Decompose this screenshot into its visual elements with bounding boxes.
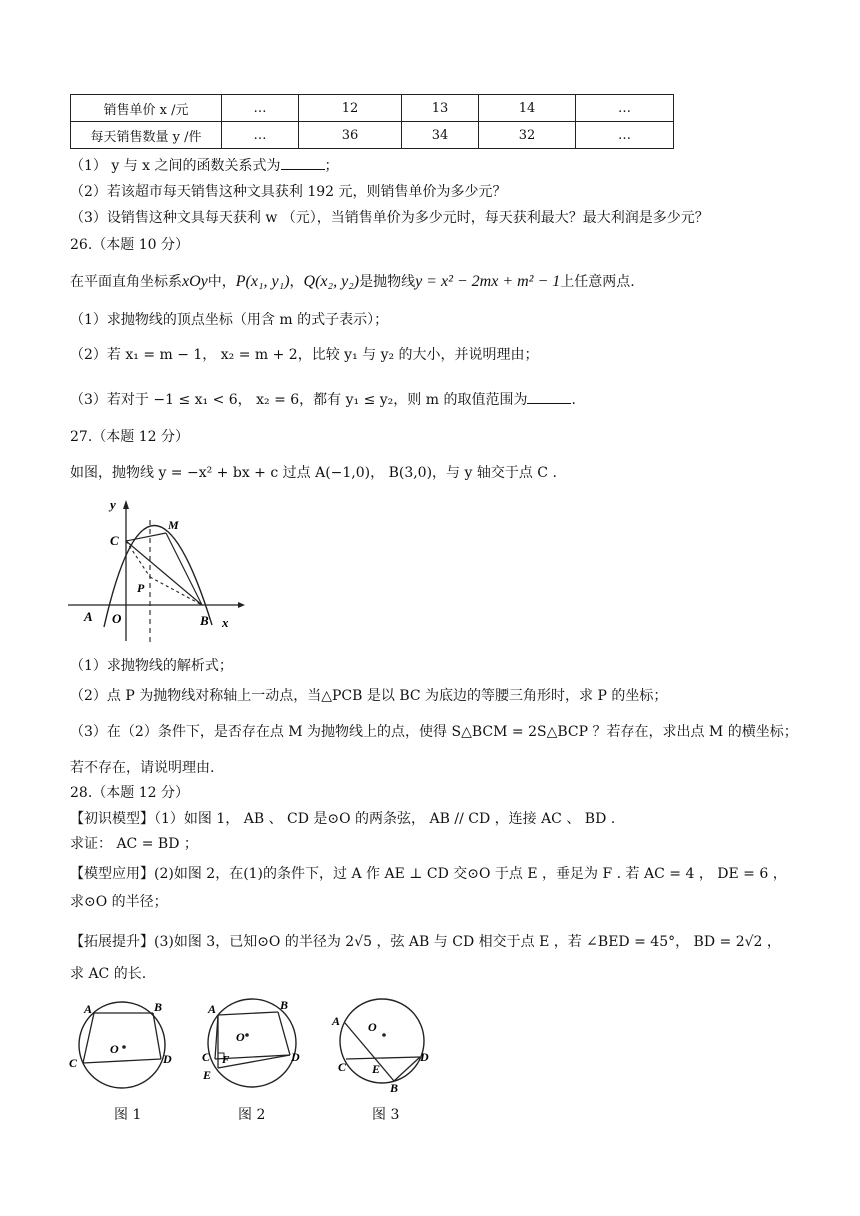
table-cell: 14	[479, 95, 576, 122]
chord-cd	[83, 1059, 161, 1063]
table-cell: 36	[299, 122, 402, 149]
q27-part2: （2）点 P 为抛物线对称轴上一动点，当△PCB 是以 BC 为底边的等腰三角形时，求 P 的坐标；	[70, 688, 668, 704]
table-cell: …	[222, 122, 299, 149]
label-m: M	[168, 518, 179, 532]
q26-intro-b: 中，	[207, 274, 236, 290]
label-a: A	[84, 609, 93, 624]
label-o: O	[110, 1042, 119, 1056]
table-cell: 32	[479, 122, 576, 149]
q28-part2-cont: 求⊙O 的半径；	[70, 894, 168, 910]
q25-part1	[70, 156, 339, 176]
label-b: B	[200, 613, 209, 628]
caption-figure-1: 图 1	[114, 1107, 142, 1123]
label-o: O	[368, 1020, 377, 1034]
circle-o	[208, 999, 296, 1087]
x-arrow-icon	[238, 602, 245, 608]
label-d: D	[420, 1050, 429, 1064]
segment-pb	[150, 577, 202, 605]
q27-header: 27.（本题 12 分）	[70, 429, 189, 445]
chord-cd	[346, 1057, 420, 1059]
label-x: x	[222, 615, 229, 630]
label-a: A	[332, 1014, 341, 1028]
figure-1	[66, 995, 186, 1095]
q28-part2: 【模型应用】(2)如图 2，在(1)的条件下，过 A 作 AE ⊥ CD 交⊙O 于点 E ，垂足为 F . 若 AC = 4 ， DE = 6 ，	[70, 866, 787, 882]
q26-header: 26.（本题 10 分）	[70, 237, 189, 253]
q25-part3: （3）设销售这种文具每天获利 w （元），当销售单价为多少元时，每天获利最大？最大利润是多少元？	[70, 210, 709, 226]
q26-parabola: y = x² − 2mx + m² − 1	[415, 273, 561, 290]
table-cell: 销售单价 x /元	[71, 95, 222, 122]
segment-ac	[83, 1013, 94, 1063]
table-row	[71, 95, 674, 122]
label-b: B	[154, 1000, 163, 1014]
table-cell: 34	[402, 122, 479, 149]
label-p: P	[137, 581, 145, 595]
q25-part1-text: （1） y 与 x 之间的函数关系式为	[70, 158, 281, 174]
caption-figure-2: 图 2	[238, 1107, 266, 1123]
segment-cb	[126, 541, 202, 605]
q28-part1: 【初识模型】（1）如图 1， AB 、 CD 是⊙O 的两条弦， AB // CD ，连接 AC 、 BD .	[70, 811, 616, 827]
q28-part1-prove: 求证： AC = BD ；	[70, 836, 198, 852]
label-f: F	[222, 1054, 230, 1066]
segment-cp	[126, 541, 150, 577]
q28-part3-cont: 求 AC 的长.	[70, 966, 147, 982]
table-cell: 13	[402, 95, 479, 122]
caption-figure-3: 图 3	[372, 1107, 400, 1123]
label-c: C	[110, 533, 119, 548]
q26-part3-end: .	[571, 392, 576, 408]
label-c: C	[69, 1056, 78, 1070]
label-e: E	[203, 1068, 212, 1082]
label-b: B	[390, 1081, 399, 1095]
q26-part1: （1）求抛物线的顶点坐标（用含 m 的式子表示）；	[70, 312, 389, 328]
q26-point-q: Q(x₂, y₂)	[303, 273, 360, 290]
sales-table	[70, 94, 674, 149]
q26-part3	[70, 390, 576, 410]
table-cell: …	[222, 95, 299, 122]
q26-intro-d: 上任意两点.	[560, 274, 635, 290]
label-d: D	[291, 1050, 300, 1064]
q28-part3: 【拓展提升】(3)如图 3，已知⊙O 的半径为 2√5 ，弦 AB 与 CD 相交于点 E ，若 ∠BED = 45°， BD = 2√2 ，	[70, 934, 781, 950]
table-cell: 12	[299, 95, 402, 122]
label-o: O	[236, 1030, 245, 1044]
label-c: C	[202, 1050, 211, 1064]
label-a: A	[208, 1002, 217, 1016]
q27-intro: 如图，抛物线 y = −x² + bx + c 过点 A(−1,0)， B(3,0)，与 y 轴交于点 C .	[70, 465, 557, 481]
center-dot	[122, 1045, 126, 1049]
table-cell: …	[576, 95, 674, 122]
q26-intro	[70, 272, 635, 292]
q28-header: 28.（本题 12 分）	[70, 785, 189, 801]
q26-part2: （2）若 x₁ = m − 1， x₂ = m + 2，比较 y₁ 与 y₂ 的大小，并说明理由；	[70, 347, 539, 363]
table-row	[71, 122, 674, 149]
segment-mb	[166, 533, 202, 605]
answer-blank	[527, 391, 571, 404]
q27-part1: （1）求抛物线的解析式；	[70, 658, 233, 674]
segment-bd	[394, 1057, 420, 1081]
q26-comma: ，	[289, 274, 304, 290]
center-dot	[382, 1033, 386, 1037]
q25-part2: （2）若该超市每天销售这种文具获利 192 元，则销售单价为多少元？	[70, 184, 507, 200]
chord-ab	[218, 1012, 278, 1015]
q26-intro-c: 是抛物线	[359, 274, 416, 290]
label-o: O	[112, 611, 122, 626]
q27-part3: （3）在（2）条件下，是否存在点 M 为抛物线上的点，使得 S△BCM = 2S△BCP ？若存在，求出点 M 的横坐标；	[70, 724, 798, 740]
table-cell: 每天销售数量 y /件	[71, 122, 222, 149]
label-y: y	[110, 497, 116, 512]
center-dot	[245, 1033, 249, 1037]
q26-point-p: P(x₁, y₁)	[235, 273, 290, 290]
label-e: E	[372, 1062, 381, 1076]
parabola-figure	[66, 495, 246, 645]
label-c: C	[338, 1060, 347, 1074]
q25-part1-end: ；	[324, 158, 339, 174]
q26-part3-text: （3）若对于 −1 ≤ x₁ < 6， x₂ = 6，都有 y₁ ≤ y₂，则 m 的取值范围为	[70, 392, 528, 408]
label-d: D	[163, 1052, 172, 1066]
answer-blank	[281, 157, 325, 170]
segment-cm	[126, 533, 166, 541]
figure-2	[194, 995, 314, 1095]
label-a: A	[84, 1002, 93, 1016]
circle-o	[340, 999, 424, 1083]
table-cell: …	[576, 122, 674, 149]
figure-3	[328, 995, 448, 1095]
y-arrow-icon	[123, 500, 129, 509]
label-b: B	[280, 998, 289, 1012]
q26-xoy: xOy	[182, 273, 208, 290]
q27-part3-cont: 若不存在，请说明理由.	[70, 760, 215, 776]
q26-intro-a: 在平面直角坐标系	[70, 274, 182, 290]
